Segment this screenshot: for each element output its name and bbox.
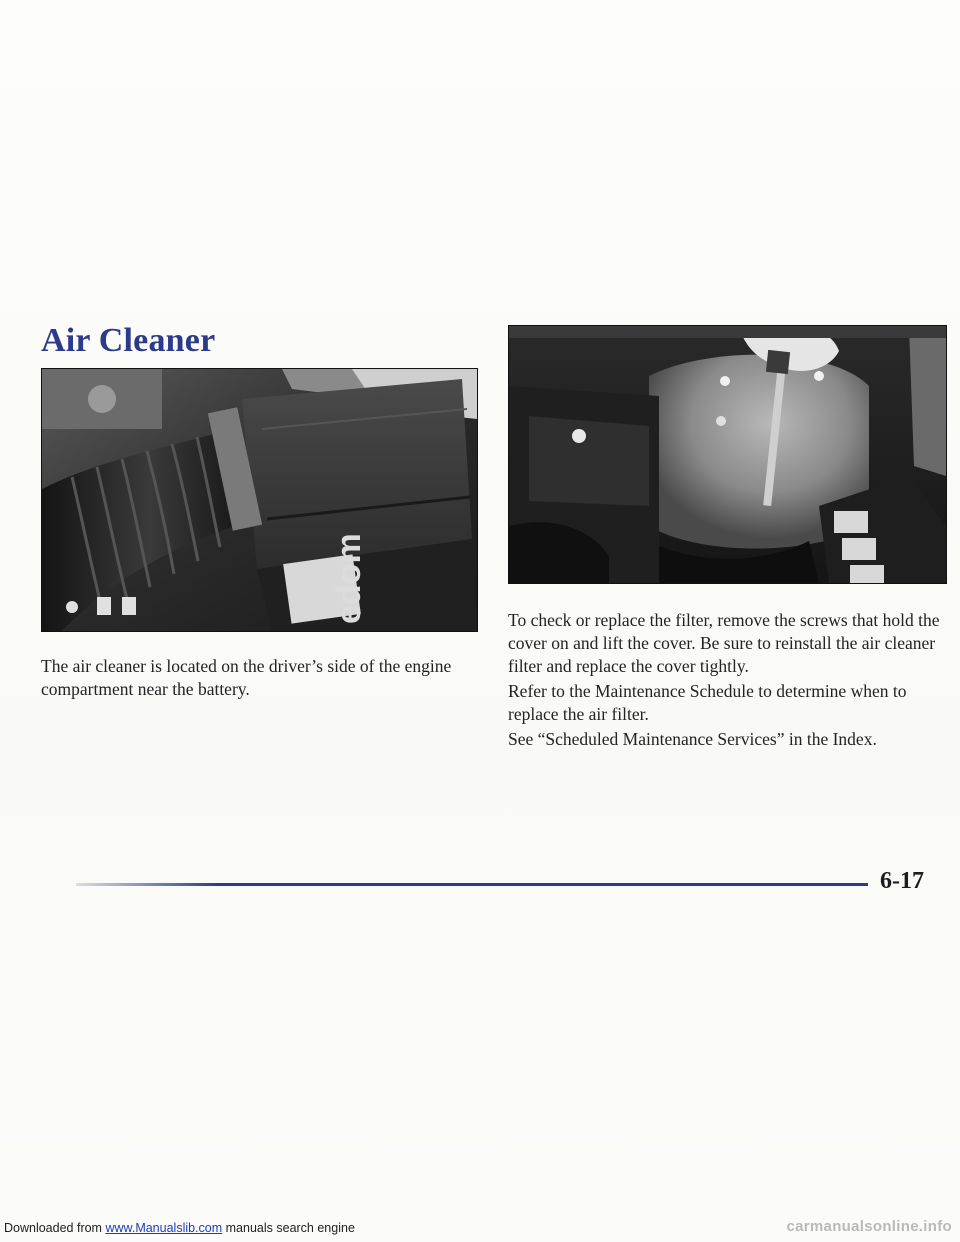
filter-cover-photo — [508, 325, 947, 584]
watermark: carmanualsonline.info — [786, 1218, 952, 1235]
air-cleaner-location-text: The air cleaner is located on the driver’s side of the engine compartment near the battery. — [41, 656, 452, 699]
replace-filter-instructions: To check or replace the filter, remove the screws that hold the cover on and lift the cover. Be sure to reinstall the air cleaner filter and replace the cover tightly. — [508, 610, 940, 676]
manualslib-link[interactable]: www.Manualslib.com — [105, 1221, 223, 1235]
footer-suffix: manuals search engine — [222, 1221, 355, 1235]
footer-rule — [76, 883, 868, 886]
section-title: Air Cleaner — [41, 322, 216, 359]
filter-label-text: edom — [330, 533, 368, 624]
download-footer — [4, 1221, 355, 1235]
maintenance-schedule-text: Refer to the Maintenance Schedule to determine when to replace the air filter. — [508, 681, 907, 724]
index-reference-text: See “Scheduled Maintenance Services” in the Index. — [508, 729, 877, 749]
footer-prefix: Downloaded from — [4, 1221, 106, 1235]
air-cleaner-photo — [41, 368, 478, 632]
page-number: 6-17 — [880, 868, 924, 894]
